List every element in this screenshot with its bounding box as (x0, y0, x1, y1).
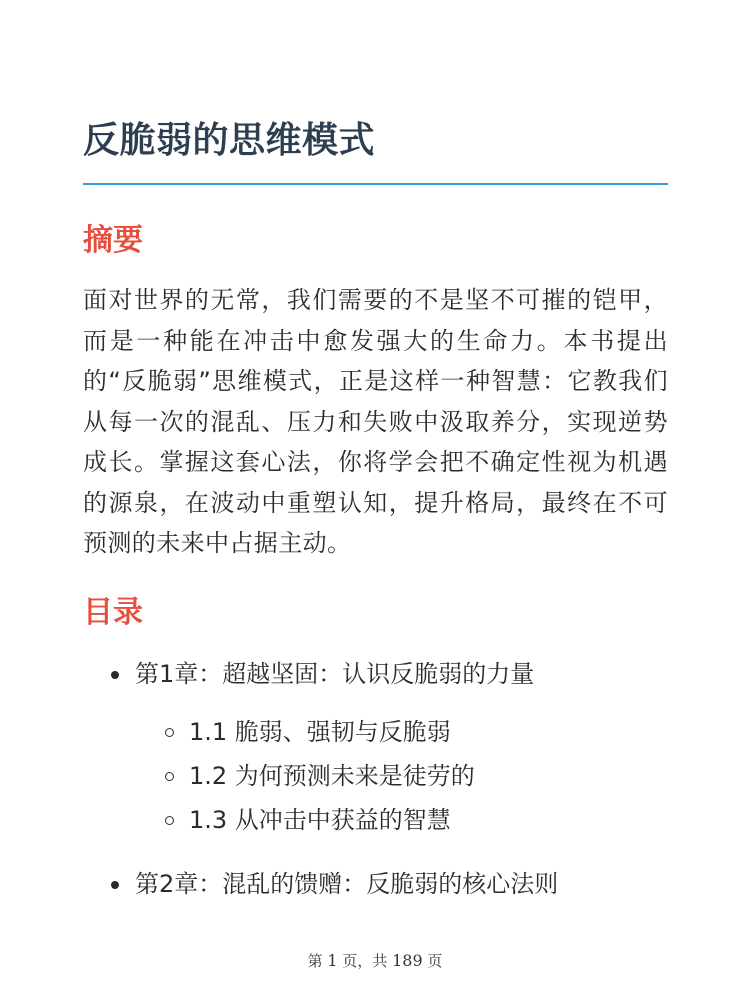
toc-section-1-1 (135, 710, 668, 754)
bullet-icon (111, 671, 119, 679)
toc-section-1-2 (135, 754, 668, 798)
footer-middle: 页，共 (337, 952, 393, 970)
toc-heading: 目录 (83, 595, 143, 630)
toc-section-1-3 (135, 798, 668, 842)
bullet-icon (111, 881, 119, 889)
chapter-label: 第2章：混乱的馈赠：反脆弱的核心法则 (135, 870, 559, 898)
summary-paragraph: 面对世界的无常，我们需要的不是坚不可摧的铠甲，而是一种能在冲击中愈发强大的生命力。本书提出的“反脆弱”思维模式，正是这样一种智慧：它教我们从每一次的混乱、压力和失败中汲取养分，实现逆势成长。掌握这套心法，你将学会把不确定性视为机遇的源泉，在波动中重塑认知，提升格局，最终在不可预测的未来中占据主动。 (83, 286, 668, 557)
document-page (83, 0, 668, 1000)
title-divider (83, 183, 668, 185)
section-label: 1.2 为何预测未来是徒劳的 (189, 762, 475, 790)
summary-heading: 摘要 (83, 223, 143, 258)
current-page-number: 1 (327, 951, 338, 970)
table-of-contents (83, 652, 668, 906)
page-footer (0, 950, 750, 971)
footer-suffix: 页 (422, 952, 443, 970)
chapter-label: 第1章：超越坚固：认识反脆弱的力量 (135, 660, 535, 688)
document-title: 反脆弱的思维模式 (83, 120, 376, 161)
total-page-count: 189 (392, 951, 423, 970)
hollow-bullet-icon (165, 816, 174, 825)
toc-chapter-1 (83, 652, 668, 842)
chapter-1-sections (135, 710, 668, 842)
hollow-bullet-icon (165, 728, 174, 737)
section-label: 1.3 从冲击中获益的智慧 (189, 806, 451, 834)
footer-prefix: 第 (307, 952, 328, 970)
toc-chapter-2 (83, 862, 668, 906)
hollow-bullet-icon (165, 772, 174, 781)
section-label: 1.1 脆弱、强韧与反脆弱 (189, 718, 451, 746)
